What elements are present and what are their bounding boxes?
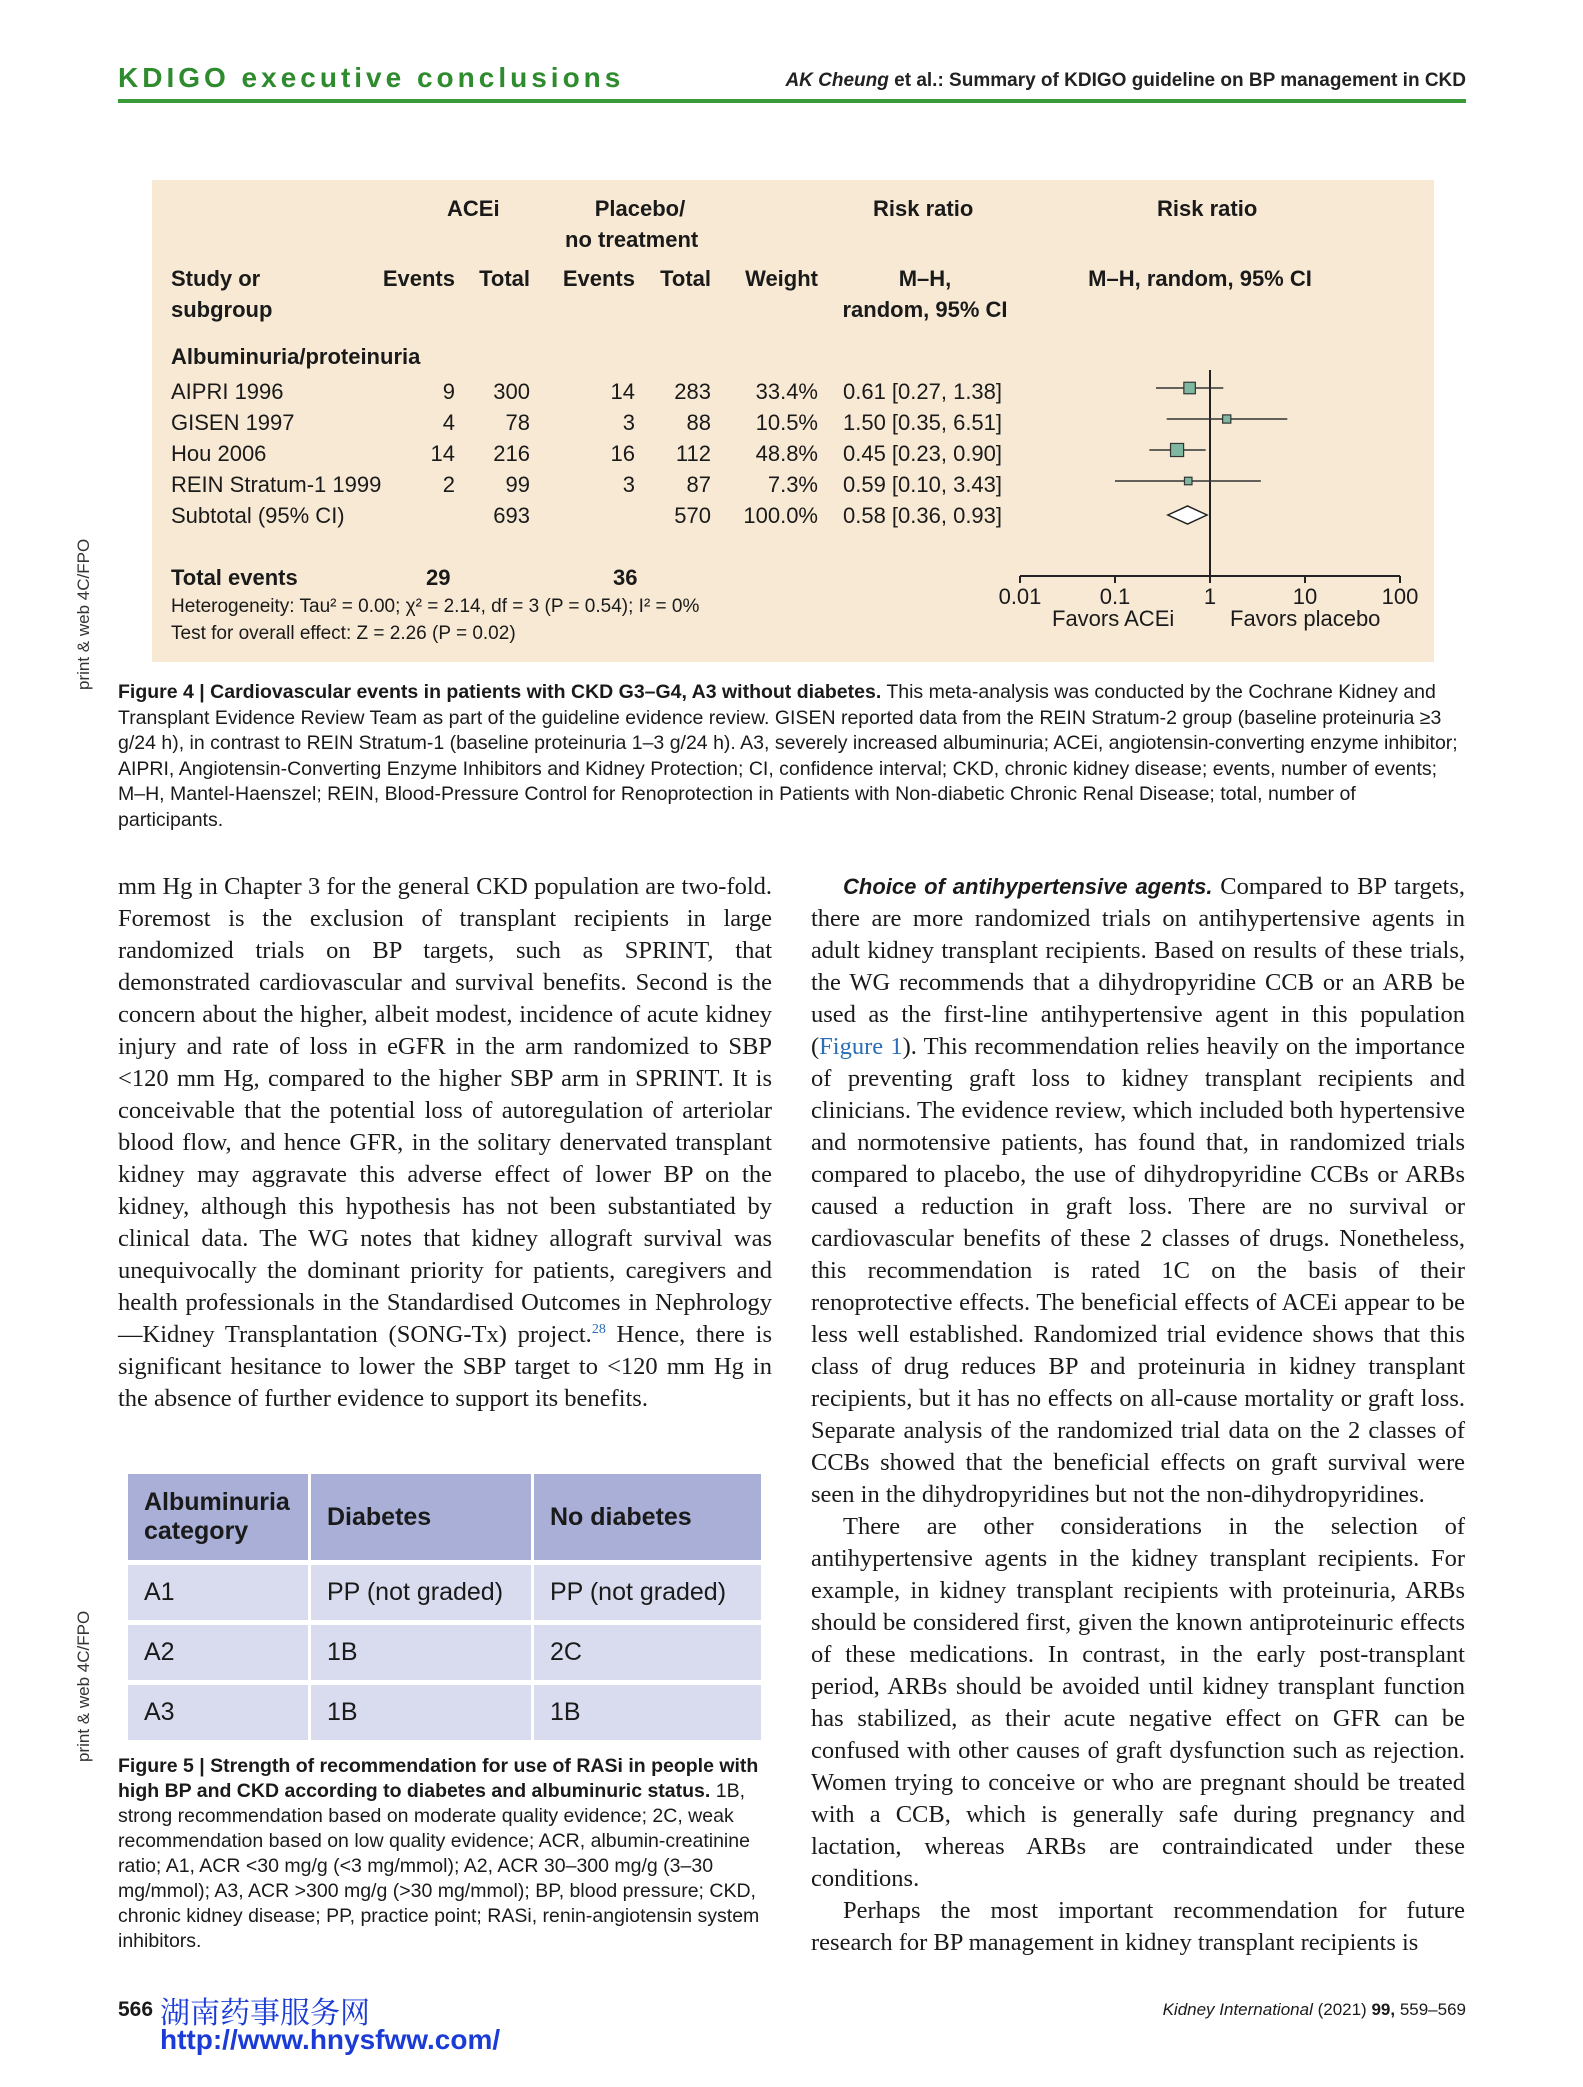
figure4-title: Figure 4 | Cardiovascular events in patients with CKD G3–G4, A3 without diabetes. (118, 681, 882, 703)
header-placebo-line2: no treatment (565, 227, 699, 252)
overall-effect-stat: Test for overall effect: Z = 2.26 (P = 0.02) (171, 623, 516, 644)
col-mh-1: M–H, (898, 266, 952, 291)
right-p1-b: ). This recommendation relies heavily on the importance of preventing graft loss to kidney transplant recipients and clinicians. The evidence review, which included both hypertensive and normotensive patients, has found that, in randomized trials compared to placebo, the use of dihydropyridine CCBs or ARBs caused a reduction in graft loss. There are no survival or cardiovascular benefits of these 2 classes of drugs. Nonetheless, this recommendation is rated 1C on the basis of their renoprotective effects. The beneficial effects of ACEi appear to be less well established. Randomized trial evidence shows that this class of drug reduces BP and proteinuria in kidney transplant recipients, but it has no effects on all-cause mortality or graft loss. Separate analysis of the randomized trial data on the 2 classes of CCBs showed that the beneficial effects on graft survival were seen in the dihydropyridines but not the non-dihydropyridines. (811, 1033, 1465, 1508)
running-header-right (785, 70, 1466, 92)
th-albuminuria-category: Albuminuria category (128, 1474, 311, 1565)
cell-category: A2 (128, 1625, 311, 1685)
events-acei: 9 (442, 379, 455, 404)
right-p3: Perhaps the most important recommendation for future research for BP management in kidney transplant recipients is (811, 1897, 1465, 1956)
events-acei: 14 (430, 441, 455, 466)
watermark-site-name: 湖南药事服务网 (160, 1996, 370, 2031)
total-placebo: 283 (674, 379, 711, 404)
right-p2: There are other considerations in the selection of antihypertensive agents in the kidney transplant recipients. For example, in kidney transplant recipients with proteinuria, ARBs should be considered first, given the known antiproteinuric effects of these medications. In contrast, in the early post-transplant period, ARBs should be avoided until kidney transplant function has stabilized, as their acute negative effect on GFR can be confused with other causes of graft dysfunction such as rejection. Women trying to conceive or who are pregnant should be treated with a CCB, which is generally safe during pregnancy and lactation, whereas ARBs are contraindicated under these conditions. (811, 1513, 1465, 1892)
page-number: 566 (118, 1998, 154, 2021)
col-events-placebo: Events (562, 266, 635, 291)
cell-diabetes: 1B (311, 1685, 534, 1745)
right-p1-a: Compared to BP targets, there are more randomized trials on antihypertensive agents in adult kidney transplant recipients. Based on results of these trials, the WG recommends that a dihydropyridine CCB or an ARB be used as the first-line antihypertensive agent in this population ( (811, 873, 1465, 1060)
cell-no-diabetes: 1B (534, 1685, 761, 1745)
rasi-recommendation-table (128, 1474, 761, 1745)
risk-ratio-ci: 0.59 [0.10, 3.43] (843, 472, 1003, 497)
subtotal-ci: 0.58 [0.36, 0.93] (843, 503, 1003, 528)
events-acei: 2 (442, 472, 455, 497)
journal-citation (1163, 2000, 1466, 2020)
header-placebo-line1: Placebo/ (594, 196, 686, 221)
header-rule (118, 99, 1466, 103)
total-placebo: 112 (675, 441, 711, 466)
subtotal-weight: 100.0% (743, 503, 818, 528)
cell-diabetes: PP (not graded) (311, 1565, 534, 1625)
watermark-url[interactable]: http://www.hnysfww.com/ (160, 2024, 501, 2055)
side-label-top: print & web 4C/FPO (74, 538, 93, 690)
cell-diabetes: 1B (311, 1625, 534, 1685)
col-mh-2: random, 95% CI (842, 297, 1008, 322)
col-study-1: Study or (171, 266, 261, 291)
effect-box (1184, 382, 1196, 394)
journal-pages: 559–569 (1395, 2000, 1466, 2019)
forest-plot-graphic (960, 370, 1420, 640)
total-events-label: Total events (171, 565, 298, 590)
figure4-text: This meta-analysis was conducted by the Cochrane Kidney and Transplant Evidence Review Team as part of the guideline evidence review. GISEN reported data from the REIN Stratum-2 group (baseline proteinuria ≥3 g/24 h), in contrast to REIN Stratum-1 (baseline proteinuria 1–3 g/24 h). A3, severely increased albuminuria; ACEi, angiotensin-converting enzyme inhibitor; AIPRI, Angiotensin-Converting Enzyme Inhibitors and Kidney Protection; CI, confidence interval; CKD, chronic kidney disease; events, number of events; M–H, Mantel-Haenszel; REIN, Blood-Pressure Control for Renoprotection in Patients with Non-diabetic Chronic Renal Disease; total, number of participants. (118, 681, 1458, 831)
weight: 10.5% (755, 410, 818, 435)
x-axis-tick-label: 0.1 (1099, 584, 1131, 609)
section-heading: Choice of antihypertensive agents. (843, 874, 1213, 899)
subtotal-total-placebo: 570 (674, 503, 711, 528)
weight: 48.8% (755, 441, 818, 466)
subtotal-total-acei: 693 (493, 503, 530, 528)
risk-ratio-ci: 0.45 [0.23, 0.90] (843, 441, 1003, 466)
figure5-text: 1B, strong recommendation based on moderate quality evidence; 2C, weak recommendation based on low quality evidence; ACR, albumin-creatinine ratio; A1, ACR <30 mg/g (<3 mg/mmol); A2, ACR 30–300 mg/g (3–30 mg/mmol); A3, ACR >300 mg/g (>30 mg/mmol); BP, blood pressure; CKD, chronic kidney disease; PP, practice point; RASi, renin-angiotensin system inhibitors. (118, 1780, 760, 1952)
total-placebo: 87 (686, 472, 711, 497)
weight: 33.4% (755, 379, 818, 404)
events-placebo: 16 (610, 441, 635, 466)
x-axis-tick-label: 0.01 (998, 584, 1042, 609)
effect-box (1171, 443, 1184, 456)
events-acei: 4 (442, 410, 455, 435)
heterogeneity-stat: Heterogeneity: Tau² = 0.00; χ² = 2.14, df = 3 (P = 0.54); I² = 0% (171, 596, 700, 617)
left-text-b: Hence, there is significant hesitance to lower the SBP target to <120 mm Hg in the absence of further evidence to support its benefits. (118, 1321, 772, 1412)
x-axis-tick-label: 1 (1203, 584, 1217, 609)
subgroup-label: Albuminuria/proteinuria (171, 344, 421, 369)
x-axis-tick-label: 10 (1292, 584, 1318, 609)
cell-category: A3 (128, 1685, 311, 1745)
col-study-2: subgroup (171, 297, 273, 322)
study-name: AIPRI 1996 (171, 379, 284, 404)
left-text-a: mm Hg in Chapter 3 for the general CKD population are two-fold. Foremost is the exclusion of transplant recipients in large randomized trials on BP targets, such as SPRINT, that demonstrated cardiovascular and survival benefits. Second is the concern about the higher, albeit modest, incidence of acute kidney injury and rate of loss in eGFR in the arm randomized to SBP <120 mm Hg, compared to the higher SBP arm in SPRINT. It is conceivable that the potential loss of autoregulation of arteriolar blood flow, and hence GFR, in the solitary denervated transplant kidney may aggravate this adverse effect of lower BP on the kidney, although this hypothesis has not been substantiated by clinical data. The WG notes that kidney allograft survival was unequivocally the dominant priority for patients, caregivers and health professionals in the Standardised Outcomes in Nephrology—Kidney Transplantation (SONG-Tx) project. (118, 873, 772, 1348)
risk-ratio-ci: 1.50 [0.35, 6.51] (843, 410, 1003, 435)
right-column-text (811, 871, 1465, 1959)
col-events-acei: Events (382, 266, 455, 291)
effect-box (1184, 477, 1192, 485)
th-no-diabetes: No diabetes (534, 1474, 761, 1565)
journal-year: (2021) (1312, 2000, 1372, 2019)
journal-name: Kidney International (1162, 2000, 1313, 2019)
total-acei: 300 (493, 379, 530, 404)
header-risk-ratio-2: Risk ratio (1157, 196, 1258, 221)
col-mh-plot: M–H, random, 95% CI (1088, 266, 1312, 291)
side-label-bottom: print & web 4C/FPO (74, 1610, 93, 1762)
left-column-text (118, 871, 772, 1415)
favors-acei-label: Favors ACEi (1052, 606, 1175, 631)
total-events-acei: 29 (426, 565, 451, 590)
header-risk-ratio-1: Risk ratio (873, 196, 974, 221)
risk-ratio-ci: 0.61 [0.27, 1.38] (843, 379, 1003, 404)
cell-category: A1 (128, 1565, 311, 1625)
header-title: et al.: Summary of KDIGO guideline on BP management in CKD (888, 70, 1466, 91)
subtotal-label: Subtotal (95% CI) (171, 503, 345, 528)
total-acei: 216 (493, 441, 530, 466)
x-axis-tick-label: 100 (1381, 584, 1419, 609)
header-acei: ACEi (447, 196, 500, 221)
effect-box (1223, 415, 1231, 423)
total-acei: 78 (505, 410, 530, 435)
cell-no-diabetes: 2C (534, 1625, 761, 1685)
reference-28[interactable]: 28 (591, 1321, 606, 1337)
events-placebo: 14 (610, 379, 635, 404)
cell-no-diabetes: PP (not graded) (534, 1565, 761, 1625)
running-header-left: KDIGO executive conclusions (118, 62, 625, 93)
events-placebo: 3 (622, 410, 635, 435)
subtotal-diamond (1168, 506, 1207, 524)
total-acei: 99 (505, 472, 530, 497)
figure5-caption (118, 1754, 768, 1954)
col-weight: Weight (745, 266, 818, 291)
events-placebo: 3 (622, 472, 635, 497)
figure1-link[interactable]: Figure 1 (819, 1033, 903, 1060)
col-total-acei: Total (479, 266, 530, 291)
figure4-caption (118, 680, 1463, 833)
study-name: GISEN 1997 (171, 410, 295, 435)
figure5-title: Figure 5 | Strength of recommendation for use of RASi in people with high BP and CKD according to diabetes and albuminuric status. (118, 1755, 759, 1802)
total-events-placebo: 36 (613, 565, 638, 590)
header-authors: AK Cheung (785, 70, 889, 91)
th-diabetes: Diabetes (311, 1474, 534, 1565)
study-name: REIN Stratum-1 1999 (171, 472, 382, 497)
favors-placebo-label: Favors placebo (1230, 606, 1381, 631)
total-placebo: 88 (686, 410, 711, 435)
journal-volume: 99, (1371, 2000, 1396, 2019)
weight: 7.3% (767, 472, 818, 497)
study-name: Hou 2006 (171, 441, 267, 466)
col-total-placebo: Total (660, 266, 711, 291)
